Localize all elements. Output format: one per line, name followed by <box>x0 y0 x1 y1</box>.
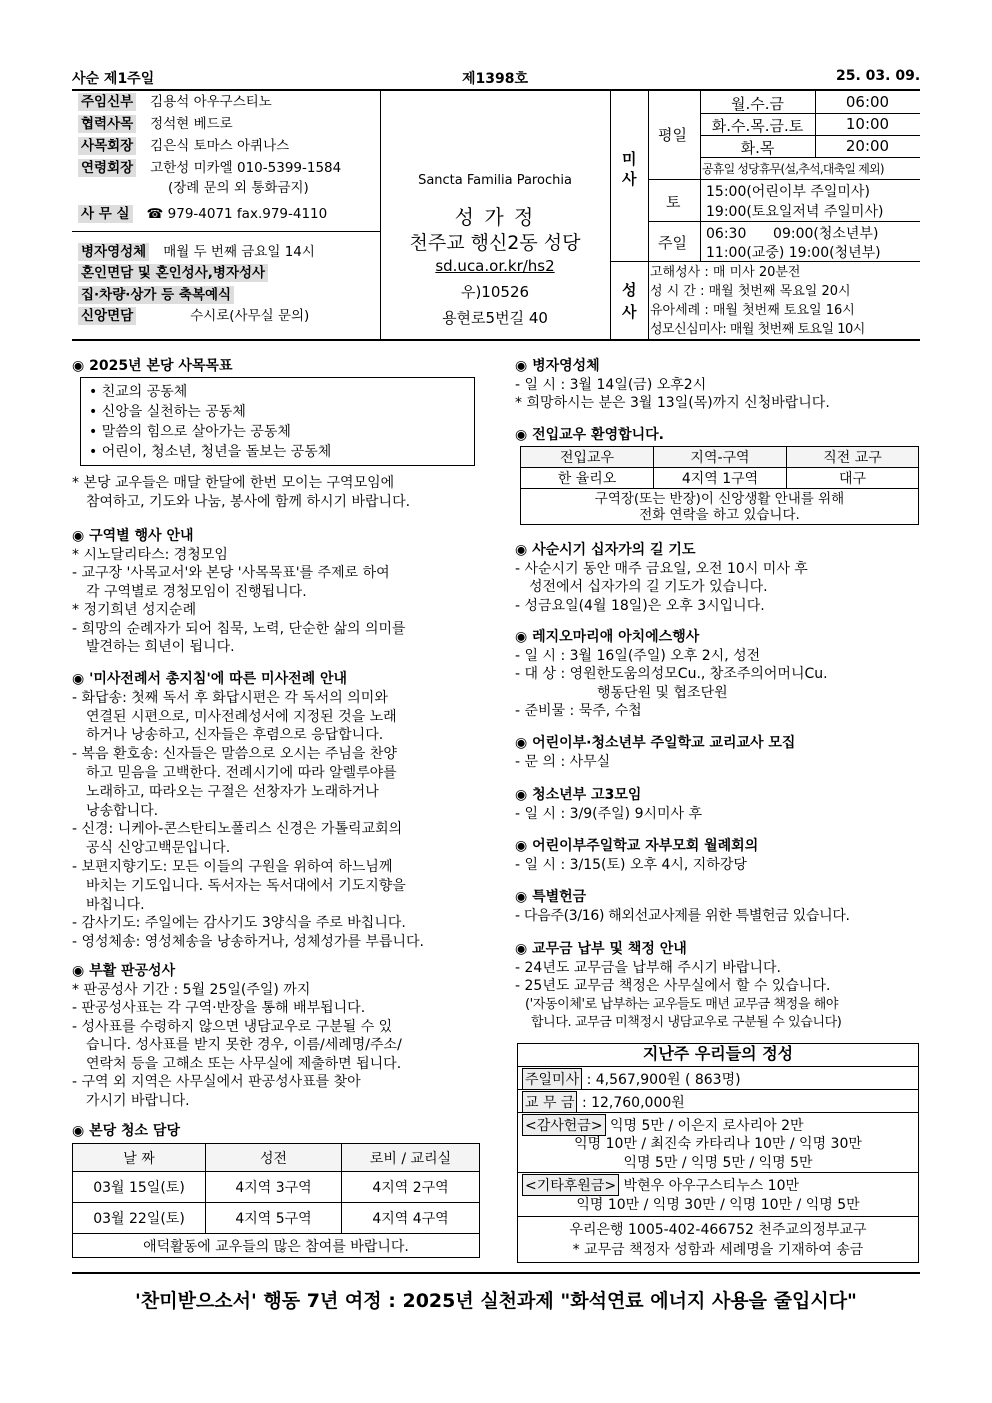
welcome-note: 구역장(또는 반장)이 신앙생활 안내를 위해 전화 연락을 하고 있습니다. <box>521 489 919 525</box>
mass-day: 화.목 <box>740 139 775 157</box>
section-title: ◉ 부활 판공성사 <box>72 963 176 979</box>
staff-row: 사목회장 김은식 토마스 아퀴나스 <box>78 137 289 155</box>
table-row: 03월 22일(토) 4지역 5구역 4지역 4구역 <box>73 1203 480 1234</box>
cleaning-table <box>72 1143 480 1258</box>
section-title: ◉ 구역별 행사 안내 <box>72 528 194 544</box>
section-title: ◉ '미사전례서 총지침'에 따른 미사전례 안내 <box>72 671 348 687</box>
section-stations: ◉ 사순시기 십자가의 길 기도 - 사순시기 동안 매주 금요일, 오전 10시 미사 후 성전에서 십자가의 길 기도가 있습니다. - 성금요일(4월 18일)은 오후 3시입니다. <box>515 542 808 614</box>
staff-row: 협력사목 정석현 베드로 <box>78 115 233 133</box>
sacrament-line: 성 시 간 : 매월 첫번째 목요일 20시 <box>650 284 851 299</box>
parish-info-box <box>72 91 920 341</box>
section-title: ◉ 사순시기 십자가의 길 기도 <box>515 542 696 558</box>
sat-mass-1: 15:00(어린이부 주일미사) <box>706 184 870 200</box>
section-parents: ◉ 어린이부주일학교 자부모회 월례회의 - 일 시 : 3/15(토) 오후 4시, 지하강당 <box>515 838 759 873</box>
section-district-events: ◉ 구역별 행사 안내 * 시노달리타스: 경청모임 - 교구장 '사목교서'와 본당 '사목목표'를 주제로 하여 각 구역별로 경청모임이 진행됩니다. * 정기희년 성지순례 - 희망의 순례자가 되어 침묵, 노력, 단순한 삶의 의미를 발견하는 희년이 됩니다. <box>72 528 406 655</box>
blessing-row: 집·차량·상가 등 축복예식 <box>78 286 248 304</box>
weekday-label: 평일 <box>658 126 687 144</box>
sick-row: 병자영성체 매월 두 번째 금요일 14시 <box>78 243 315 261</box>
section-welcome <box>515 426 664 445</box>
sun-mass-2: 11:00(교중) 19:00(청년부) <box>706 245 881 261</box>
staff-row: 주임신부 김용석 아우구스티노 <box>78 93 272 111</box>
holiday-note: 공휴일 성당휴무(설,추석,대축일 제외) <box>702 162 884 176</box>
mass-time: 20:00 <box>845 137 890 155</box>
table-header: 날 짜 <box>73 1144 206 1172</box>
section-sick-communion: ◉ 병자영성체 - 일 시 : 3월 14일(금) 오후2시 * 희망하시는 분은 3월 13일(목)까지 신청바랍니다. <box>515 358 830 411</box>
mass-schedule <box>610 91 920 341</box>
section-liturgy: ◉ '미사전례서 총지침'에 따른 미사전례 안내 - 화답송: 첫째 독서 후 화답시편은 각 독서의 의미와 연결된 시편으로, 미사전례성서에 지정된 것을 노래 하거나 낭송하고, 신자들은 후렴으로 응답합니다. - 복음 환호송: 신자들은 말씀으로 오시는 주님을 찬양 하고 믿음을 고백한다. 전례시기에 따라 알렐루야를 노래하고, 따라오는 구절은 선창자가 노래하거나 낭송합니다. - 신경: 니케아-콘스탄티노폴리스 신경은 가톨릭교회의 공식 신앙고백문입니다. - 보편지향기도: 모든 이들의 구원을 위하여 하느님께 바치는 기도입니다. 독서자는 독서대에서 기도지향을 바칩니다. - 감사기도: 주일에는 감사기도 3양식을 주로 바칩니다. - 영성체송: 영성체송을 낭송하거나, 성체성가를 부릅니다. <box>72 671 424 951</box>
section-title: ◉ 레지오마리애 아치에스행사 <box>515 629 700 645</box>
section-title: ◉ 전입교우 환영합니다. <box>515 427 664 443</box>
goals-box <box>80 377 475 466</box>
parish-address: 용현로5번길 40 <box>442 309 548 327</box>
parish-zip: 우)10526 <box>460 283 530 301</box>
section-cleaning <box>72 1122 180 1141</box>
section-title: ◉ 교무금 납부 및 책정 안내 <box>515 941 687 957</box>
sunday-label: 주일 <box>658 234 687 252</box>
welcome-table <box>520 446 919 525</box>
support-offering: <기타후원금> 박현우 아우구스티누스 10만 <box>522 1174 799 1196</box>
saturday-label: 토 <box>666 193 681 211</box>
sacrament-label: 성사 <box>622 281 637 321</box>
mass-day: 월.수.금 <box>730 95 784 113</box>
mass-time: 06:00 <box>845 93 890 111</box>
thanks-offering: <감사헌금> 익명 5만 / 이은지 로사리아 2만 <box>522 1114 804 1136</box>
section-teachers: ◉ 어린이부·청소년부 주일학교 교리교사 모집 - 문 의 : 사무실 <box>515 735 796 770</box>
staff-row: 연령회장 고한성 미카엘 010-5399-1584 <box>78 159 341 177</box>
section-title: ◉ 병자영성체 <box>515 358 600 374</box>
bank-account: 우리은행 1005-402-466752 천주교의정부교구 <box>569 1222 867 1238</box>
table-row: 한 율리오 4지역 1구역 대구 <box>521 468 919 489</box>
sun-mass-1: 06:30 09:00(청소년부) <box>706 226 879 242</box>
sacrament-line: 성모신심미사: 매월 첫번째 토요일 10시 <box>650 322 865 337</box>
section-confession: ◉ 부활 판공성사 * 판공성사 기간 : 5월 25일(주일) 까지 - 판공성사표는 각 구역·반장을 통해 배부됩니다. - 성사표를 수령하지 않으면 냉담교우로 구분될 수 있 습니다. 성사표를 받지 못한 경우, 이름/세례명/주소/ 연락처 등을 고해소 또는 사무실에 제출하면 됩니다. - 구역 외 지역은 사무실에서 판공성사표를 찾아 가시기 바랍니다. <box>72 963 402 1109</box>
parish-url[interactable]: sd.uca.or.kr/hs2 <box>435 257 555 275</box>
header-left: 사순 제1주일 <box>72 71 155 87</box>
table-header: 로비 / 교리실 <box>342 1144 480 1172</box>
goal-item: • 친교의 공동체 <box>89 384 188 400</box>
offering-box: 지난주 우리들의 정성 주일미사 : 4,567,900원 ( 863명) 교 무 금 : 12,760,000원 <감사헌금> 익명 5만 / 이은지 로사리아 2만 익명 10만 / 최진숙 카타리나 10만 / 익명 30만 익명 5만 / 익명 5만 / 익명 5만 <기타후원금> 박현우 아우구스티누스 10만 익명 10만 / 익명 30만 / 익명 10만 / 익명 5만 우리은행 1005-402-466752 천주교의정부교구 * 교무금 책정자 성함과 세례명을 기재하여 송금 <box>517 1043 919 1263</box>
slogan: '찬미받으소서' 행동 7년 여정 : 2025년 실천과제 "화석연료 에너지 사용을 줄입시다" <box>135 1290 857 1312</box>
staff-note: (장례 문의 외 통화금지) <box>168 180 309 196</box>
bottom-rule <box>72 1272 920 1274</box>
dues-total: 교 무 금 : 12,760,000원 <box>522 1091 685 1113</box>
table-footer: 애덕활동에 교우들의 많은 참여를 바랍니다. <box>73 1234 480 1258</box>
section-title: ◉ 본당 청소 담당 <box>72 1123 180 1139</box>
mass-offering: 주일미사 : 4,567,900원 ( 863명) <box>522 1068 741 1090</box>
section-dues: ◉ 교무금 납부 및 책정 안내 - 24년도 교무금을 납부해 주시기 바랍니다. - 25년도 교무금 책정은 사무실에서 할 수 있습니다. ('자동이체'로 납부하는 교우들도 매년 교무금 책정을 해야 합니다. 교무금 미책정시 냉담교우로 구분될 수 있습니다) <box>515 941 842 1030</box>
mass-day: 화.수.목.금.토 <box>711 117 804 135</box>
sat-mass-2: 19:00(토요일저녁 주일미사) <box>706 204 884 220</box>
mass-label: 미사 <box>622 150 637 188</box>
section-title: ◉ 어린이부·청소년부 주일학교 교리교사 모집 <box>515 735 796 751</box>
sacrament-line: 고해성사 : 매 미사 20분전 <box>650 265 801 280</box>
section-legio: ◉ 레지오마리애 아치에스행사 - 일 시 : 3월 16일(주일) 오후 2시, 성전 - 대 상 : 영원한도움의성모Cu., 창조주의어머니Cu. 행동단원 및 협조단원 - 준비물 : 묵주, 수첩 <box>515 629 828 719</box>
goal-item: • 신앙을 실천하는 공동체 <box>89 404 246 420</box>
table-header: 지역-구역 <box>654 447 787 468</box>
table-header: 성전 <box>206 1144 342 1172</box>
issue-number: 제1398호 <box>462 71 529 87</box>
bank-note: * 교무금 책정자 성함과 세례명을 기재하여 송금 <box>572 1242 864 1258</box>
header-date: 25. 03. 09. <box>836 68 921 84</box>
parish-full-name: 천주교 행신2동 성당 <box>409 232 581 254</box>
parish-name: 성 가 정 <box>454 205 536 229</box>
section-title: ◉ 특별헌금 <box>515 889 587 905</box>
goals-note: * 본당 교우들은 매달 한달에 한번 모이는 구역모임에 참여하고, 기도와 나눔, 봉사에 함께 하시기 바랍니다. <box>72 475 411 510</box>
goal-item: • 말씀의 힘으로 살아가는 공동체 <box>89 424 291 440</box>
section-youth: ◉ 청소년부 고3모임 - 일 시 : 3/9(주일) 9시미사 후 <box>515 787 703 822</box>
mass-time: 10:00 <box>845 115 890 133</box>
table-row: 03월 15일(토) 4지역 3구역 4지역 2구역 <box>73 1172 480 1203</box>
parish-latin: Sancta Familia Parochia <box>418 173 572 188</box>
faith-row: 신앙면담 수시로(사무실 문의) <box>78 307 309 325</box>
table-header: 전입교우 <box>521 447 654 468</box>
section-pastoral-goals <box>72 357 232 376</box>
section-title: ◉ 어린이부주일학교 자부모회 월례회의 <box>515 838 759 854</box>
sacrament-line: 유아세례 : 매월 첫번째 토요일 16시 <box>650 303 855 318</box>
section-special-collection: ◉ 특별헌금 - 다음주(3/16) 해외선교사제를 위한 특별헌금 있습니다. <box>515 889 850 924</box>
section-title: ◉ 청소년부 고3모임 <box>515 787 642 803</box>
goal-item: • 어린이, 청소년, 청년을 돌보는 공동체 <box>89 444 332 460</box>
table-header: 직전 교구 <box>787 447 919 468</box>
marriage-row: 혼인면담 및 혼인성사,병자성사 <box>78 264 282 282</box>
offering-title: 지난주 우리들의 정성 <box>642 1044 794 1063</box>
section-title: ◉ 2025년 본당 사목목표 <box>72 358 233 374</box>
office-row: 사 무 실 ☎ 979-4071 fax.979-4110 <box>78 205 327 223</box>
